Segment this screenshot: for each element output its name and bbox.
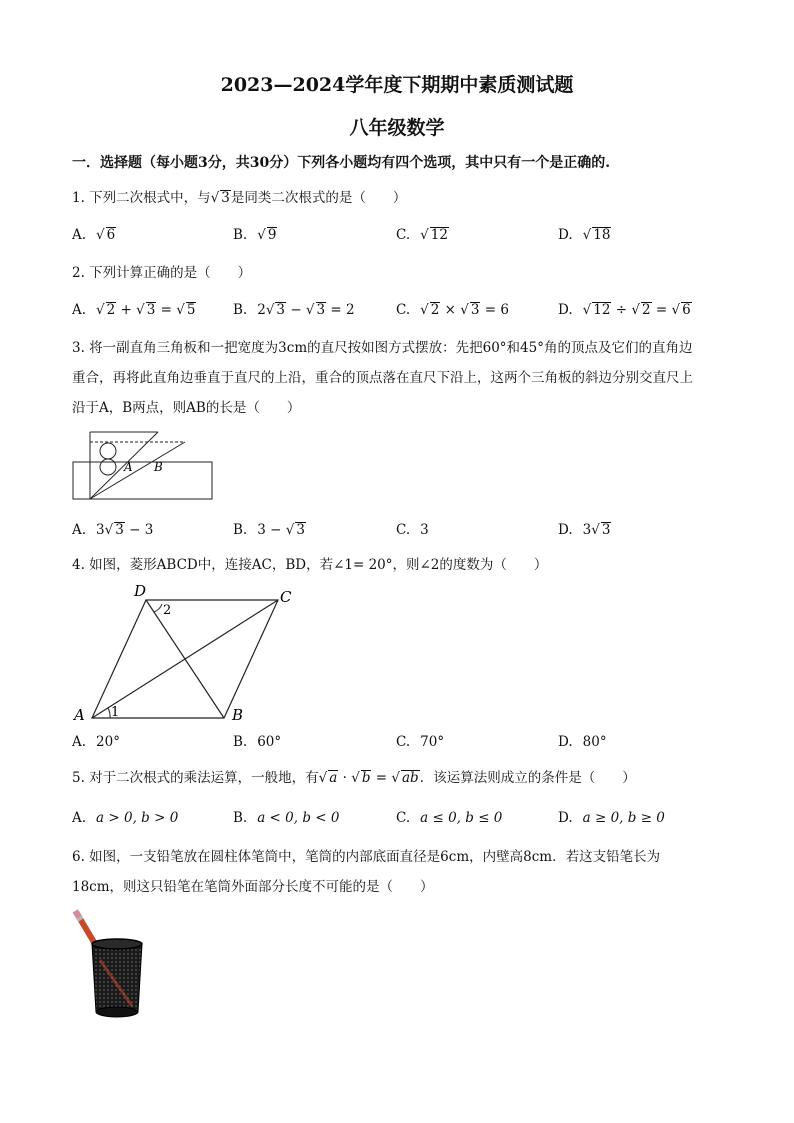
question-5-option-b: B. a < 0, b < 0	[233, 810, 340, 826]
question-4-option-b: B. 60°	[233, 734, 282, 750]
question-6-line-1: 6. 如图，一支铅笔放在圆柱体笔筒中，笔筒的内部底面直径是6cm，内壁高8cm．若这支铅笔长为	[72, 849, 661, 865]
angle-1-label: 1	[111, 705, 120, 720]
pencil-holder-figure	[70, 908, 150, 1020]
question-6-line-2: 18cm，则这只铅笔在笔筒外面部分长度不可能的是（ ）	[72, 879, 434, 895]
vertex-d-label: D	[134, 582, 147, 600]
question-1-option-a: A. √ 6	[72, 227, 116, 243]
question-3-line-3: 沿于A，B两点，则AB的长是（ ）	[72, 400, 301, 416]
question-2-option-d: D. √ 12 ÷ √ 2 = √ 6	[558, 302, 691, 318]
question-5-stem: 5. 对于二次根式的乘法运算，一般地，有√ a · √ b = √ ab．该运算法则成立的条件是（ ）	[72, 770, 636, 786]
question-2-option-c: C. √ 2 × √ 3 = 6	[396, 302, 509, 318]
question-1-option-c: C. √ 12	[396, 227, 448, 243]
question-4-option-d: D. 80°	[558, 734, 607, 750]
rhombus-figure	[68, 582, 308, 724]
question-5-option-c: C. a ≤ 0, b ≤ 0	[396, 810, 503, 826]
pencil-cup-base	[96, 1007, 138, 1017]
triangle-45-hypotenuse	[90, 442, 185, 499]
question-5-option-a: A. a > 0, b > 0	[72, 810, 179, 826]
pencil-cup-rim	[92, 939, 142, 949]
question-3-line-1: 3. 将一副直角三角板和一把宽度为3cm的直尺按如图方式摆放：先把60°和45°角的顶点及它们的直角边	[72, 340, 693, 356]
question-2-option-a: A. √ 2 + √ 3 = √ 5	[72, 302, 196, 318]
section-heading: 一．选择题（每小题3分，共30分）下列各小题均有四个选项，其中只有一个是正确的.	[72, 155, 611, 171]
question-1-option-b: B. √ 9	[233, 227, 277, 243]
triangle-hole-circle	[100, 443, 116, 459]
question-5-option-d: D. a ≥ 0, b ≥ 0	[558, 810, 665, 826]
angle-2-label: 2	[163, 603, 172, 618]
question-4-option-c: C. 70°	[396, 734, 445, 750]
vertex-b-label: B	[232, 706, 244, 724]
question-4-option-a: A. 20°	[72, 734, 120, 750]
angle-2-arc	[154, 604, 162, 612]
ruler-triangles-figure	[70, 428, 220, 504]
exam-subtitle: 八年级数学	[349, 117, 445, 139]
question-1-option-d: D. √ 18	[558, 227, 611, 243]
point-a-label: A	[124, 460, 133, 474]
question-3-option-c: C. 3	[396, 522, 429, 538]
pencil-cup-body	[92, 944, 142, 1012]
question-3-line-2: 重合，再将此直角边垂直于直尺的上沿，重合的顶点落在直尺下沿上，这两个三角板的斜边分别交直尺上	[72, 370, 693, 386]
question-2-option-b: B. 2√ 3 − √ 3 = 2	[233, 302, 355, 318]
question-4-stem: 4. 如图，菱形ABCD中，连接AC，BD，若∠1= 20°，则∠2的度数为（ ）	[72, 557, 548, 573]
question-2-stem: 2. 下列计算正确的是（ ）	[72, 265, 252, 281]
diagonal-bd	[146, 600, 224, 718]
question-3-option-b: B. 3 − √ 3	[233, 522, 305, 538]
angle-1-arc	[108, 708, 110, 718]
vertex-c-label: C	[280, 588, 292, 606]
question-3-option-a: A. 3√ 3 − 3	[72, 522, 154, 538]
point-b-label: B	[154, 460, 163, 474]
triangle-hole-circle	[100, 459, 116, 475]
exam-title: 2023—2024学年度下期期中素质测试题	[220, 74, 574, 96]
question-3-option-d: D. 3√ 3	[558, 522, 611, 538]
vertex-a-label: A	[74, 706, 85, 724]
question-1-stem: 1. 下列二次根式中，与√ 3是同类二次根式的是（ ）	[72, 190, 407, 206]
